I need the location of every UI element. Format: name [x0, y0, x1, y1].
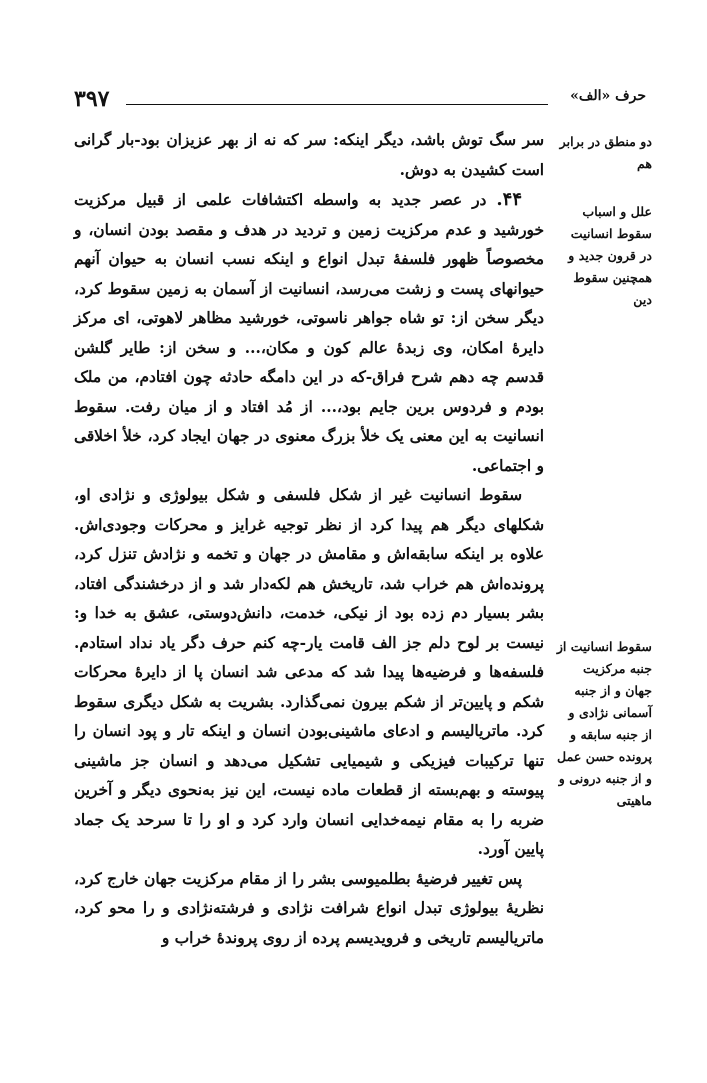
- paragraph-1: سر سگ توش باشد، دیگر اینکه: سر که نه از بهر عزیزان بود-بار گرانی است کشیدن به دوش.: [74, 131, 544, 179]
- page-number: ۳۹۷: [74, 86, 110, 112]
- page-header: [74, 84, 646, 118]
- margin-note-3: سقوط انسانیت از جنبه مرکزیت جهان و از جنبه آسمانی نژادی و از جنبه سابقه و پرونده حسن عمل و از جنبه درونی و ماهیتی: [556, 639, 652, 808]
- paragraph-3: سقوط انسانیت غیر از شکل فلسفی و شکل بیولوژی و نژادی او، شکلهای دیگر هم پیدا کرد از نظر توجیه غرایز و محرکات وجودی‌اش. علاوه بر اینکه سابقه‌اش و مقامش در جهان و تخمه و نژادش تنزل کرد، پرونده‌اش هم خراب شد، تاریخش هم لکه‌دار شد و از درخشندگی افتاد، بشر بسیار دم زده بود از نیکی، خدمت، دانش‌دوستی، عشق به خدا و: نیست بر لوح دلم جز الف قامت یار-چه کنم حرف دگر یاد نداد استادم. فلسفه‌ها و فرضیه‌ها پیدا شد که مدعی شد انسان پا از دایرهٔ محرکات شکم و پایین‌تر از شکم بیرون نمی‌گذارد. بشریت به شکل دیگری سقوط کرد. ماتریالیسم و ادعای ماشینی‌بودن انسان و اینکه تار و پود انسان را تنها ترکیبات فیزیکی و شیمیایی تشکیل می‌دهد و انسان جز ماشینی پیوسته و بهم‌بسته از قطعات ماده نیست، این نیز به‌نحوی دیگر و آخرین ضربه را به مقام نیمه‌خدایی انسان وارد کرد و او را تا سرحد یک جماد پایین آورد.: [74, 486, 544, 858]
- margin-note-2: علل و اسباب سقوط انسانیت در قرون جدید و همچنین سقوط دین: [568, 204, 652, 307]
- running-title: حرف «الف»: [570, 88, 646, 104]
- margin-note-1: دو منطق در برابر هم: [559, 134, 652, 171]
- paragraph-4: پس تغییر فرضیهٔ بطلمیوسی بشر را از مقام مرکزیت جهان خارج کرد، نظریهٔ بیولوژی تبدل انواع شرافت نژادی و فرشته‌نژادی و را محو کرد، ماتریالیسم تاریخی و فرویدیسم پرده از روی پروندهٔ خراب و: [74, 869, 544, 947]
- main-text: [74, 126, 544, 953]
- paragraph-2: [74, 185, 544, 481]
- header-rule: [126, 104, 548, 105]
- paragraph-number: ۴۴.: [496, 189, 523, 210]
- paragraph-2-text: در عصر جدید به واسطه اکتشافات علمی از قبیل مرکزیت خورشید و عدم مرکزیت زمین و تردید در هدف و مقصد بودن انسان، و مخصوصاً ظهور فلسفهٔ تبدل انواع و اینکه نسب انسان به حیوان آنهم حیوانهای پست و زشت می‌رسد، انسانیت از آسمان به زمین سقوط کرد، دیگر سخن از: تو شاه جواهر ناسوتی، خورشید مظاهر لاهوتی، ای مرکز دایرهٔ امکان، وی زبدهٔ عالم کون و مکان،... و سخن از: طایر گلشن قدسم چه دهم شرح فراق-که در این دامگه حادثه چون افتادم، من ملک بودم و فردوس برین جایم بود،... از مُد افتاد و از میان رفت. سقوط انسانیت به این معنی یک خلأ بزرگ معنوی در جهان ایجاد کرد، خلأ اخلاقی و اجتماعی.: [74, 191, 544, 475]
